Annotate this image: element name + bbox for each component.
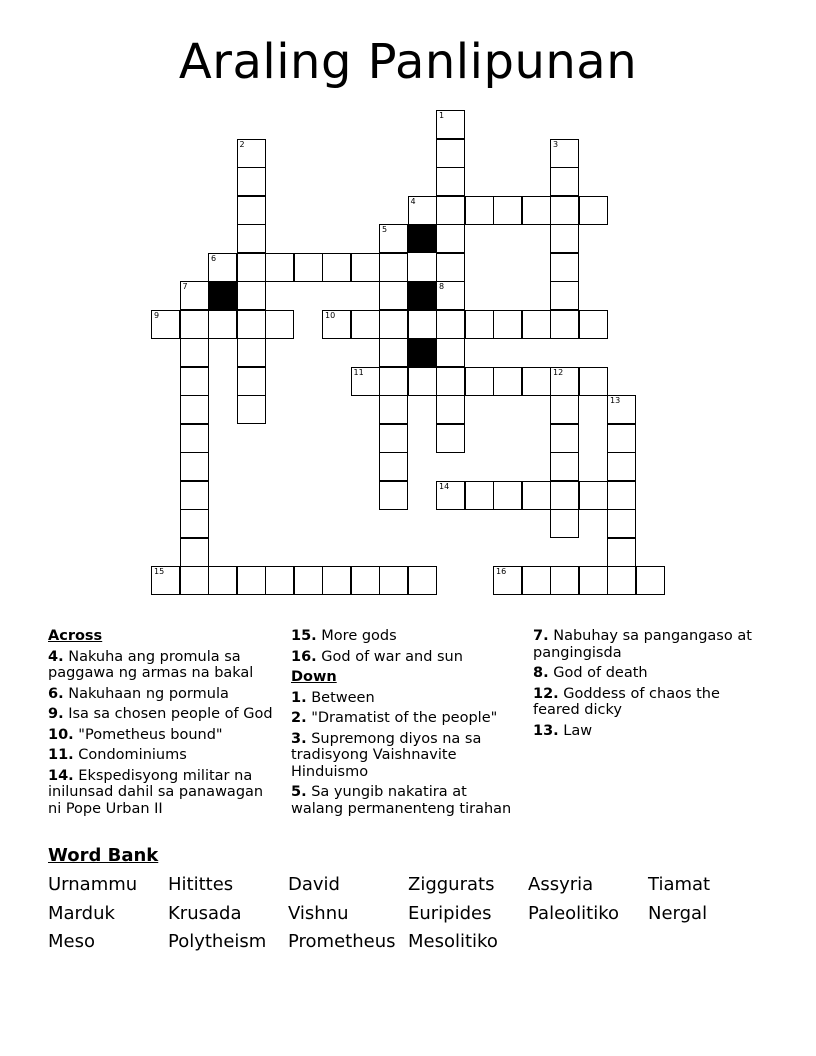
grid-cell[interactable]: [550, 167, 579, 196]
clue-down-1: 1. Between: [291, 689, 375, 706]
grid-cell[interactable]: [237, 253, 266, 282]
grid-cell[interactable]: [436, 338, 465, 367]
grid-cell[interactable]: [607, 424, 636, 453]
grid-cell[interactable]: [522, 566, 551, 595]
grid-cell[interactable]: [579, 310, 608, 339]
grid-cell[interactable]: [408, 196, 437, 225]
grid-cell[interactable]: [550, 395, 579, 424]
grid-cell[interactable]: [550, 452, 579, 481]
grid-cell[interactable]: [636, 566, 665, 595]
grid-cell[interactable]: [550, 224, 579, 253]
grid-cell[interactable]: [180, 367, 209, 396]
grid-cell[interactable]: [465, 481, 494, 510]
clue-across-4: 4. Nakuha ang promula sa paggawa ng armas na bakal: [48, 648, 254, 681]
clue-across-14: 14. Ekspedisyong militar na inilunsad dahil sa panawagan ni Pope Urban II: [48, 767, 264, 817]
grid-cell[interactable]: [522, 481, 551, 510]
grid-cell[interactable]: [579, 566, 608, 595]
grid-cell[interactable]: [180, 281, 209, 310]
grid-cell[interactable]: [607, 481, 636, 510]
grid-block-cell: [408, 281, 437, 310]
grid-block-cell: [408, 338, 437, 367]
puzzle-title: Araling Panlipunan: [178, 34, 638, 90]
grid-cell[interactable]: [265, 253, 294, 282]
grid-cell[interactable]: [379, 395, 408, 424]
grid-cell[interactable]: [607, 566, 636, 595]
grid-cell[interactable]: [237, 310, 266, 339]
grid-cell[interactable]: [379, 338, 408, 367]
grid-cell[interactable]: [180, 424, 209, 453]
grid-cell[interactable]: [351, 310, 380, 339]
cell-number: 5: [382, 225, 388, 234]
cell-number: 4: [410, 196, 416, 206]
grid-cell[interactable]: [180, 452, 209, 481]
grid-cell[interactable]: [465, 310, 494, 339]
grid-cell[interactable]: [436, 196, 465, 225]
grid-block-cell: [408, 224, 437, 253]
cell-number: 13: [610, 396, 621, 405]
grid-cell[interactable]: [436, 110, 465, 139]
grid-cell[interactable]: [436, 224, 465, 253]
grid-cell[interactable]: [550, 367, 579, 396]
grid-cell[interactable]: [550, 253, 579, 282]
cell-number: 12: [553, 367, 564, 377]
word-bank-item: Assyria: [528, 874, 594, 895]
grid-cell[interactable]: [550, 509, 579, 538]
word-bank-item: Vishnu: [288, 903, 349, 924]
cell-number: 9: [154, 310, 160, 320]
grid-cell[interactable]: [522, 196, 551, 225]
grid-cell[interactable]: [436, 310, 465, 339]
grid-cell[interactable]: [151, 310, 180, 339]
grid-cell[interactable]: [379, 367, 408, 396]
grid-cell[interactable]: [493, 367, 522, 396]
clue-down-7: 7. Nabuhay sa pangangaso at pangingisda: [533, 628, 752, 661]
cell-number: 15: [154, 567, 165, 576]
cell-number: 1: [439, 111, 445, 120]
cell-number: 11: [353, 367, 364, 377]
grid-cell[interactable]: [493, 310, 522, 339]
clue-down-8: 8. God of death: [533, 665, 648, 681]
grid-cell[interactable]: [607, 538, 636, 567]
grid-cell[interactable]: [208, 310, 237, 339]
grid-cell[interactable]: [436, 167, 465, 196]
grid-cell[interactable]: [265, 310, 294, 339]
grid-cell[interactable]: [465, 367, 494, 396]
grid-cell[interactable]: [379, 310, 408, 339]
word-bank-item: Mesolitiko: [408, 931, 498, 952]
grid-cell[interactable]: [550, 424, 579, 453]
grid-cell[interactable]: [180, 338, 209, 367]
grid-cell[interactable]: [237, 338, 266, 367]
grid-cell[interactable]: [237, 224, 266, 253]
grid-cell[interactable]: [379, 224, 408, 253]
cell-number: 8: [439, 282, 445, 291]
clue-across-11: 11. Condominiums: [48, 747, 187, 763]
grid-cell[interactable]: [351, 566, 380, 595]
across-heading: Across: [48, 628, 103, 644]
grid-cell[interactable]: [607, 509, 636, 538]
grid-cell[interactable]: [379, 424, 408, 453]
grid-cell[interactable]: [493, 566, 522, 595]
grid-cell[interactable]: [379, 481, 408, 510]
cell-number: 14: [439, 481, 450, 491]
clue-down-3: 3. Supremong diyos na sa tradisyong Vaishnavite Hinduismo: [291, 730, 482, 780]
clue-down-13: 13. Law: [533, 722, 593, 739]
grid-cell[interactable]: [379, 566, 408, 595]
grid-cell[interactable]: [180, 509, 209, 538]
grid-cell[interactable]: [408, 367, 437, 396]
grid-cell[interactable]: [493, 481, 522, 510]
grid-cell[interactable]: [180, 395, 209, 424]
grid-cell[interactable]: [436, 395, 465, 424]
word-bank-item: Paleolitiko: [528, 903, 620, 924]
grid-cell[interactable]: [436, 424, 465, 453]
grid-cell[interactable]: [379, 452, 408, 481]
grid-cell[interactable]: [294, 253, 323, 282]
word-bank-item: Prometheus: [288, 931, 396, 952]
down-heading: Down: [291, 669, 337, 685]
grid-cell[interactable]: [579, 367, 608, 396]
grid-cell[interactable]: [436, 367, 465, 396]
grid-cell[interactable]: [180, 566, 209, 595]
clues-column-2: [291, 628, 521, 821]
grid-cell[interactable]: [607, 395, 636, 424]
grid-cell[interactable]: [322, 566, 351, 595]
grid-cell[interactable]: [465, 196, 494, 225]
grid-cell[interactable]: [579, 481, 608, 510]
clue-across-6: 6. Nakuhaan ng pormula: [48, 685, 229, 702]
grid-cell[interactable]: [550, 566, 579, 595]
grid-cell[interactable]: [550, 281, 579, 310]
cell-number: 16: [496, 567, 507, 576]
clue-down-5: 5. Sa yungib nakatira at walang permanenteng tirahan: [291, 784, 512, 817]
clue-across-10: 10. "Pometheus bound": [48, 726, 223, 743]
grid-cell[interactable]: [151, 566, 180, 595]
grid-cell[interactable]: [436, 281, 465, 310]
grid-cell[interactable]: [237, 566, 266, 595]
grid-cell[interactable]: [436, 481, 465, 510]
cell-number: 10: [325, 310, 336, 320]
grid-cell[interactable]: [180, 538, 209, 567]
grid-cell[interactable]: [265, 566, 294, 595]
word-bank-item: Nergal: [648, 903, 708, 924]
grid-cell[interactable]: [408, 566, 437, 595]
grid-block-cell: [208, 281, 237, 310]
clue-down-12: 12. Goddess of chaos the feared dicky: [533, 685, 720, 718]
word-bank-item: Meso: [48, 931, 95, 952]
grid-cell[interactable]: [237, 139, 266, 168]
grid-cell[interactable]: [322, 253, 351, 282]
clues-column-1: [48, 628, 274, 821]
grid-cell[interactable]: [522, 367, 551, 396]
cell-number: 7: [182, 282, 188, 291]
grid-cell[interactable]: [408, 310, 437, 339]
word-bank-item: Hitittes: [168, 874, 234, 895]
word-bank-title: Word Bank: [48, 845, 159, 866]
word-bank-item: Polytheism: [168, 931, 267, 952]
cell-number: 2: [239, 139, 245, 149]
grid-cell[interactable]: [522, 310, 551, 339]
grid-cell[interactable]: [237, 167, 266, 196]
grid-cell[interactable]: [550, 481, 579, 510]
grid-cell[interactable]: [579, 196, 608, 225]
grid-cell[interactable]: [351, 367, 380, 396]
grid-cell[interactable]: [550, 196, 579, 225]
grid-cell[interactable]: [208, 253, 237, 282]
grid-cell[interactable]: [294, 566, 323, 595]
grid-cell[interactable]: [237, 395, 266, 424]
clue-across-15: 15. More gods: [291, 628, 397, 644]
word-bank-item: Ziggurats: [408, 874, 495, 895]
word-bank-item: Euripides: [408, 903, 492, 924]
clue-across-9: 9. Isa sa chosen people of God: [48, 706, 273, 722]
grid-cell[interactable]: [379, 253, 408, 282]
grid-cell[interactable]: [322, 310, 351, 339]
grid-cell[interactable]: [180, 481, 209, 510]
grid-cell[interactable]: [237, 367, 266, 396]
grid-cell[interactable]: [180, 310, 209, 339]
cell-number: 3: [553, 139, 559, 149]
word-bank-item: Tiamat: [648, 874, 711, 895]
word-bank-item: Krusada: [168, 903, 242, 924]
grid-cell[interactable]: [550, 310, 579, 339]
grid-cell[interactable]: [237, 196, 266, 225]
grid-cell[interactable]: [208, 566, 237, 595]
clue-across-16: 16. God of war and sun: [291, 648, 463, 665]
grid-cell[interactable]: [607, 452, 636, 481]
grid-cell[interactable]: [237, 281, 266, 310]
grid-cell[interactable]: [436, 253, 465, 282]
clue-down-2: 2. "Dramatist of the people": [291, 710, 498, 726]
clues-column-3: [533, 628, 763, 743]
grid-cell[interactable]: [436, 139, 465, 168]
grid-cell[interactable]: [550, 139, 579, 168]
grid-cell[interactable]: [493, 196, 522, 225]
word-bank-item: Urnammu: [48, 874, 138, 895]
word-bank-item: Marduk: [48, 903, 115, 924]
cell-number: 6: [211, 253, 217, 263]
grid-cell[interactable]: [379, 281, 408, 310]
word-bank-item: David: [288, 874, 340, 895]
grid-cell[interactable]: [351, 253, 380, 282]
